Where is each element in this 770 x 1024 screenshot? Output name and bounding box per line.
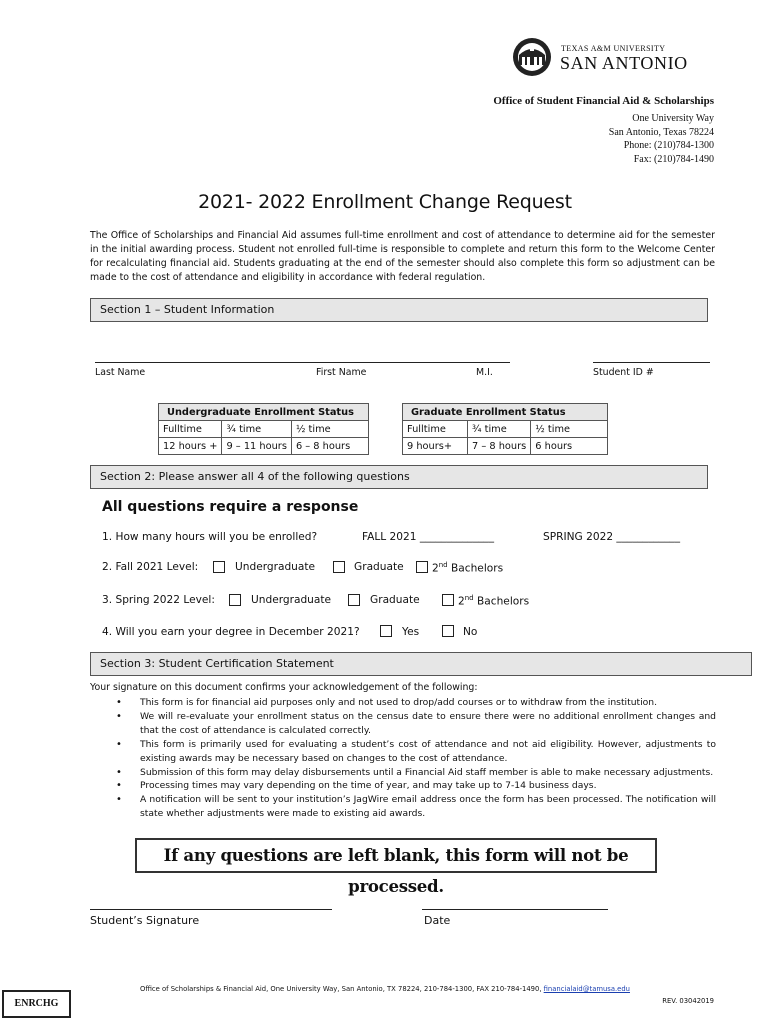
q2-second-bachelors-label: 2nd Bachelors <box>432 561 504 575</box>
q2-graduate-checkbox[interactable] <box>333 561 345 573</box>
q3-graduate-checkbox[interactable] <box>348 594 360 606</box>
office-phone: Phone: (210)784-1300 <box>623 140 714 151</box>
section2-header: Section 2: Please answer all 4 of the following questions <box>90 465 708 489</box>
q3-undergraduate-checkbox[interactable] <box>229 594 241 606</box>
undergrad-value-threequarter: 9 – 11 hours <box>222 438 291 455</box>
grad-table-title: Graduate Enrollment Status <box>403 404 608 421</box>
list-item: • Processing times may vary depending on the time of year, and may take up to 7-14 business days. <box>104 779 716 793</box>
grad-header-half: ½ time <box>531 421 608 438</box>
last-name-label: Last Name <box>95 367 146 378</box>
intro-paragraph: The Office of Scholarships and Financial Aid assumes full-time enrollment and cost of attendance to determine aid for the semester in the initial awarding process. Student not enrolled full-time is responsible to complete and return this form to the Welcome Center for recalculating financial aid. Students graduating at the end of the semester should also complete this form so adjustment can be made to the cost of attendance and eligibility in accordance with federal regulation. <box>90 230 715 283</box>
office-title: Office of Student Financial Aid & Scholarships <box>493 95 714 107</box>
q2-label: 2. Fall 2021 Level: <box>102 561 199 573</box>
grad-header-threequarter: ¾ time <box>468 421 531 438</box>
grad-value-fulltime: 9 hours+ <box>403 438 468 455</box>
grad-value-half: 6 hours <box>531 438 608 455</box>
name-signature-line[interactable] <box>95 362 510 363</box>
office-fax: Fax: (210)784-1490 <box>633 153 714 165</box>
office-address-block <box>493 95 714 166</box>
university-seal-icon <box>508 37 556 77</box>
date-line[interactable] <box>422 909 608 910</box>
undergrad-table-title: Undergraduate Enrollment Status <box>159 404 369 421</box>
footer-contact <box>0 985 770 993</box>
certification-list <box>104 696 716 821</box>
q1-spring-field[interactable]: SPRING 2022 ____________ <box>543 531 680 543</box>
undergrad-header-half: ½ time <box>291 421 368 438</box>
footer-email-link[interactable]: financialaid@tamusa.edu <box>543 985 630 993</box>
student-id-label: Student ID # <box>593 367 654 378</box>
list-item: • We will re-evaluate your enrollment status on the census date to ensure there were no additional enrollment changes and that the cost of attendance is calculated correctly. <box>104 710 716 738</box>
list-item: • This form is primarily used for evaluating a student’s cost of attendance and not aid eligibility. However, adjustments to existing awards may be necessary based on changes to the cost of attendance. <box>104 738 716 766</box>
section1-header: Section 1 – Student Information <box>90 298 708 322</box>
first-name-label: First Name <box>316 367 367 378</box>
q2-second-bachelors-checkbox[interactable] <box>416 561 428 573</box>
q3-label: 3. Spring 2022 Level: <box>102 594 215 606</box>
office-address1: One University Way <box>632 113 714 124</box>
undergrad-value-fulltime: 12 hours + <box>159 438 222 455</box>
grad-value-threequarter: 7 – 8 hours <box>468 438 531 455</box>
q3-second-bachelors-label: 2nd Bachelors <box>458 594 530 608</box>
q2-undergraduate-label: Undergraduate <box>235 561 316 573</box>
q4-no-checkbox[interactable] <box>442 625 454 637</box>
blank-questions-warning: If any questions are left blank, this form will not be processed. <box>135 838 657 873</box>
q4-yes-checkbox[interactable] <box>380 625 392 637</box>
list-item: • A notification will be sent to your institution’s JagWire email address once the form has been processed. The notification will state whether adjustments were made to existing aid awards. <box>104 793 716 821</box>
q3-second-bachelors-checkbox[interactable] <box>442 594 454 606</box>
list-item: • This form is for financial aid purposes only and not used to drop/add courses or to withdraw from the institution. <box>104 696 716 710</box>
logo-university-small: TEXAS A&M UNIVERSITY <box>561 44 666 53</box>
undergrad-status-table <box>158 403 369 455</box>
q3-undergraduate-label: Undergraduate <box>251 594 332 606</box>
q4-label: 4. Will you earn your degree in December 2021? <box>102 626 360 638</box>
footer-text: Office of Scholarships & Financial Aid, One University Way, San Antonio, TX 78224, 210-784-1300, FAX 210-784-1490, <box>140 985 544 993</box>
undergrad-header-fulltime: Fulltime <box>159 421 222 438</box>
form-code-badge: ENRCHG <box>2 990 71 1018</box>
q2-graduate-label: Graduate <box>354 561 404 573</box>
q1-fall-field[interactable]: FALL 2021 ______________ <box>362 531 495 543</box>
office-address2: San Antonio, Texas 78224 <box>608 126 714 138</box>
q2-undergraduate-checkbox[interactable] <box>213 561 225 573</box>
q3-graduate-label: Graduate <box>370 594 420 606</box>
list-item: • Submission of this form may delay disbursements until a Financial Aid staff member is able to make necessary adjustments. <box>104 766 716 780</box>
revision-label: REV. 03042019 <box>662 997 714 1005</box>
student-signature-line[interactable] <box>90 909 332 910</box>
section3-header: Section 3: Student Certification Statement <box>90 652 752 676</box>
grad-status-table <box>402 403 608 455</box>
mi-label: M.I. <box>476 367 493 378</box>
questions-heading: All questions require a response <box>102 499 359 515</box>
q1-label: 1. How many hours will you be enrolled? <box>102 531 318 543</box>
undergrad-header-threequarter: ¾ time <box>222 421 291 438</box>
student-id-line[interactable] <box>593 362 710 363</box>
date-label: Date <box>424 914 451 927</box>
student-signature-label: Student’s Signature <box>90 914 200 927</box>
page-title: 2021- 2022 Enrollment Change Request <box>198 191 572 213</box>
q4-yes-label: Yes <box>402 626 420 638</box>
q4-no-label: No <box>463 626 478 638</box>
undergrad-value-half: 6 – 8 hours <box>291 438 368 455</box>
grad-header-fulltime: Fulltime <box>403 421 468 438</box>
logo-university-big: SAN ANTONIO <box>560 53 688 73</box>
certification-intro: Your signature on this document confirms your acknowledgement of the following: <box>90 682 478 693</box>
